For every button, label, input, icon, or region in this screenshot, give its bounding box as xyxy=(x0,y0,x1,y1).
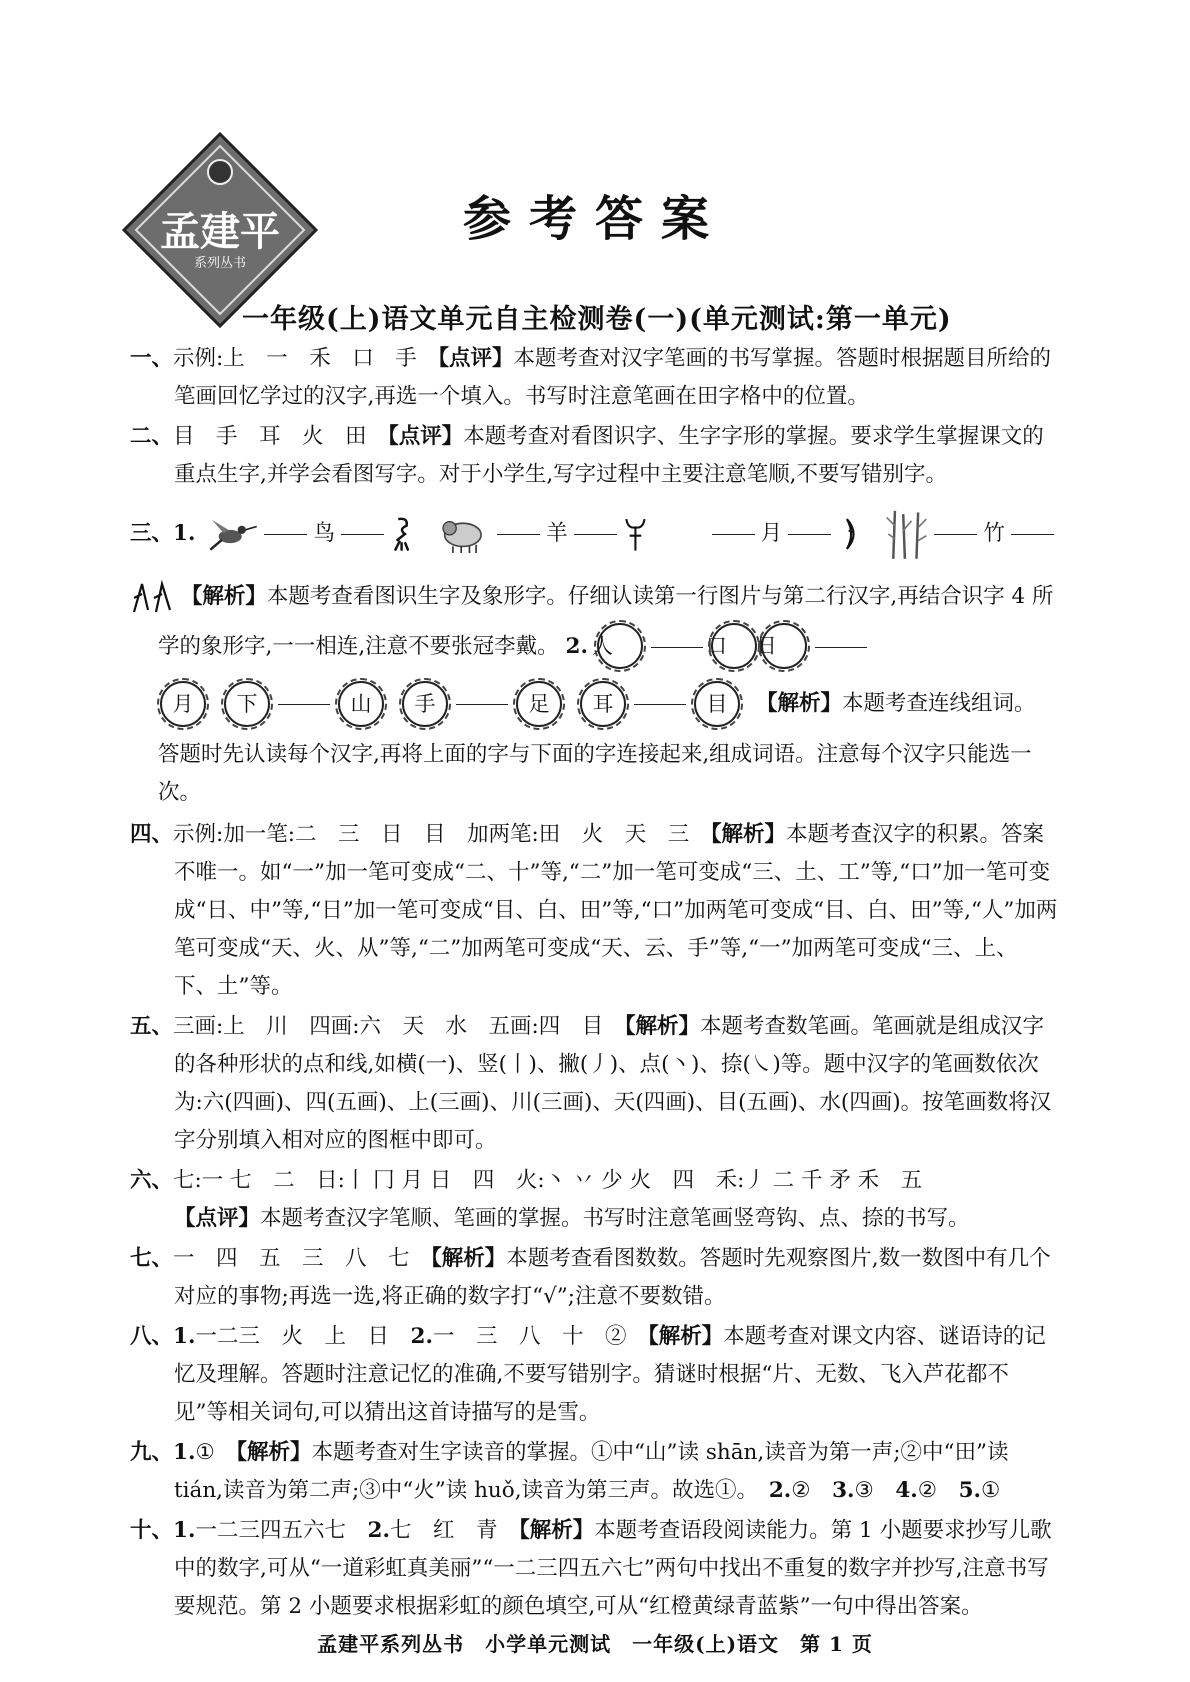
char-badge: 手 xyxy=(402,681,448,727)
question-number: 一、 xyxy=(130,346,174,371)
sheep-pictograph-icon xyxy=(623,512,648,556)
sheep-picture-icon xyxy=(438,509,491,559)
explanation-text: 本题考查语段阅读能力。第 1 小题要求抄写儿歌中的数字,可从“一道彩虹真美丽”“一二三四五六七”两句中找出不重复的数字并抄写,注意书写要规范。第 2 小题要求根据彩虹的颜色填空,可从“红橙黄绿青蓝紫”一句中得出答案。 xyxy=(174,1518,1052,1619)
answer-text: 一 三 八 十 ② xyxy=(432,1324,648,1349)
bird-picture-icon xyxy=(207,511,258,557)
sub-number: 1. xyxy=(173,1440,196,1465)
page-title: 参考答案 xyxy=(462,191,727,247)
moon-pictograph-icon xyxy=(837,512,862,556)
answer-text: 七:一 七 二 日:丨 冂 月 日 四 火:丶 丷 少 火 四 禾:丿 二 千 矛 禾 五 xyxy=(173,1168,923,1193)
sub-number: 2. xyxy=(565,634,588,659)
question-number: 六、 xyxy=(130,1168,174,1193)
explanation-text: 本题考查数笔画。笔画就是组成汉字的各种形状的点和线,如横(一)、竖(丨)、撇(丿)、点(丶)、捺(㇏)等。题中汉字的笔画数依次为:六(四画)、四(五画)、上(三画)、川(三画)、天(四画)、目(五画)、水(四画)。按笔画数将汉字分别填入相对应的图框中即可。 xyxy=(174,1014,1052,1153)
char-badge: 耳 xyxy=(580,681,626,727)
question-number: 八、 xyxy=(130,1324,174,1349)
page-footer: 孟建平系列丛书 小学单元测试 一年级(上)语文 第 1 页 xyxy=(317,1632,873,1656)
question-number: 十、 xyxy=(130,1518,174,1543)
test-subtitle: 一年级(上)语文单元自主检测卷(一)(单元测试:第一单元) xyxy=(242,304,952,335)
sub-number: 1. xyxy=(173,1518,196,1543)
sub-number: 2. xyxy=(367,1518,390,1543)
char-badge: 目 xyxy=(694,681,740,727)
answer-text: ① xyxy=(195,1440,237,1465)
word-moon: 月 xyxy=(760,521,783,546)
explanation-text: 本题考查对生字读音的掌握。①中“山”读 shān,读音为第一声;②中“田”读 tián,读音为第二声;③中“火”读 huǒ,读音为第三声。故选①。 xyxy=(174,1440,1009,1503)
answer-text: ② xyxy=(791,1478,811,1503)
question-number: 五、 xyxy=(130,1014,174,1039)
explanation-text: 本题考查连线组词。 xyxy=(842,691,1036,716)
analysis-tag: 【解析】 xyxy=(710,822,787,847)
char-badge: 月 xyxy=(160,681,206,727)
answer-text: 示例:上 一 禾 口 手 xyxy=(173,346,439,371)
bamboo-picture-icon xyxy=(885,504,928,564)
bamboo-pictograph-icon xyxy=(130,580,174,614)
comment-tag: 【点评】 xyxy=(174,1206,261,1231)
answer-8 xyxy=(130,1318,1060,1432)
question-number: 三、 xyxy=(130,521,174,546)
sub-number: 2. xyxy=(768,1478,792,1503)
logo-text: 孟建平 xyxy=(160,208,280,255)
explanation-text: 答题时先认读每个汉字,再将上面的字与下面的字连接起来,组成词语。注意每个汉字只能选一次。 xyxy=(158,742,1032,805)
answer-3-explanation xyxy=(130,572,1060,672)
logo-subtext: 系列丛书 xyxy=(193,256,246,271)
answer-3-badge-row xyxy=(130,672,1060,736)
sub-number: 3. xyxy=(832,1478,855,1503)
char-badge: 下 xyxy=(224,681,270,727)
answer-3-picture-row xyxy=(130,502,1060,566)
answer-text: ① xyxy=(981,1478,1001,1503)
explanation-text: 本题考查对课文内容、谜语诗的记忆及理解。答题时注意记忆的准确,不要写错别字。猜谜时根据“片、无数、飞入芦花都不见”等相关词句,可以猜出这首诗描写的是雪。 xyxy=(174,1324,1046,1425)
answer-3-explanation-2 xyxy=(130,736,1060,812)
sub-number: 5. xyxy=(958,1478,982,1503)
answer-7 xyxy=(130,1240,1060,1316)
answer-text: 一二三 火 上 日 xyxy=(195,1324,411,1349)
answer-2 xyxy=(130,418,1060,494)
answer-9 xyxy=(130,1434,1060,1510)
comment-tag: 【点评】 xyxy=(438,346,514,371)
analysis-tag: 【解析】 xyxy=(624,1014,701,1039)
explanation-text: 本题考查对看图识字、生字字形的掌握。要求学生掌握课文的重点生字,并学会看图写字。对于小学生,写字过程中主要注意笔顺,不要写错别字。 xyxy=(174,424,1044,487)
char-badge: 口 xyxy=(711,623,757,669)
analysis-tag: 【解析】 xyxy=(647,1324,724,1349)
char-badge: 山 xyxy=(338,681,384,727)
answer-content xyxy=(130,340,1060,1626)
answer-text: 示例:加一笔:二 三 日 目 加两笔:田 火 天 三 xyxy=(173,822,711,847)
explanation-text: 本题考查看图识生字及象形字。仔细认读第一行图片与第二行汉字,再结合识字 4 所学的象形字,一一相连,注意不要张冠李戴。 xyxy=(158,584,1054,659)
sub-number: 4. xyxy=(895,1478,918,1503)
analysis-tag: 【解析】 xyxy=(518,1518,595,1543)
question-number: 九、 xyxy=(130,1440,174,1465)
answer-1 xyxy=(130,340,1060,416)
analysis-tag: 【解析】 xyxy=(756,691,843,716)
bird-pictograph-icon xyxy=(390,512,415,556)
answer-text: ③ xyxy=(854,1478,874,1503)
sub-number: 1. xyxy=(173,1324,196,1349)
question-number: 二、 xyxy=(130,424,174,449)
answer-text: 七 红 青 xyxy=(389,1518,519,1543)
answer-6 xyxy=(130,1162,1060,1238)
answer-text: 一 四 五 三 八 七 xyxy=(173,1246,432,1271)
sub-number: 2. xyxy=(410,1324,433,1349)
explanation-text: 本题考查汉字的积累。答案不唯一。如“一”加一笔可变成“二、十”等,“二”加一笔可变成“三、土、工”等,“口”加一笔可变成“日、中”等,“日”加一笔可变成“目、白、田”等,“口”加两笔可变成“目、白、田”等,“人”加两笔可变成“天、火、从”等,“二”加两笔可变成“天、云、手”等,“一”加两笔可变成“三、上、下、土”等。 xyxy=(174,822,1058,999)
explanation-text: 本题考查汉字笔顺、笔画的掌握。书写时注意笔画竖弯钩、点、捺的书写。 xyxy=(260,1206,970,1231)
explanation-text: 本题考查看图数数。答题时先观察图片,数一数图中有几个对应的事物;再选一选,将正确的数字打“√”;注意不要数错。 xyxy=(174,1246,1051,1309)
answer-text: ② xyxy=(917,1478,938,1503)
answer-5 xyxy=(130,1008,1060,1160)
comment-tag: 【点评】 xyxy=(388,424,464,449)
answer-10 xyxy=(130,1512,1060,1626)
char-badge: 日 xyxy=(761,623,807,669)
analysis-tag: 【解析】 xyxy=(431,1246,507,1271)
answer-text: 一二三四五六七 xyxy=(195,1518,368,1543)
char-badge: 人 xyxy=(597,623,643,669)
char-badge: 足 xyxy=(516,681,562,727)
answer-4 xyxy=(130,816,1060,1006)
answer-text: 目 手 耳 火 田 xyxy=(173,424,389,449)
word-sheep: 羊 xyxy=(546,521,568,546)
analysis-tag: 【解析】 xyxy=(236,1440,312,1465)
explanation-text: 本题考查对汉字笔画的书写掌握。答题时根据题目所给的笔画回忆学过的汉字,再选一个填入。书写时注意笔画在田字格中的位置。 xyxy=(174,346,1052,409)
analysis-tag: 【解析】 xyxy=(180,584,267,609)
question-number: 四、 xyxy=(130,822,174,847)
word-bird: 鸟 xyxy=(313,521,335,546)
word-bamboo: 竹 xyxy=(983,521,1005,546)
sub-number: 1. xyxy=(173,521,196,546)
answer-text: 三画:上 川 四画:六 天 水 五画:四 目 xyxy=(173,1014,625,1039)
question-number: 七、 xyxy=(130,1246,174,1271)
